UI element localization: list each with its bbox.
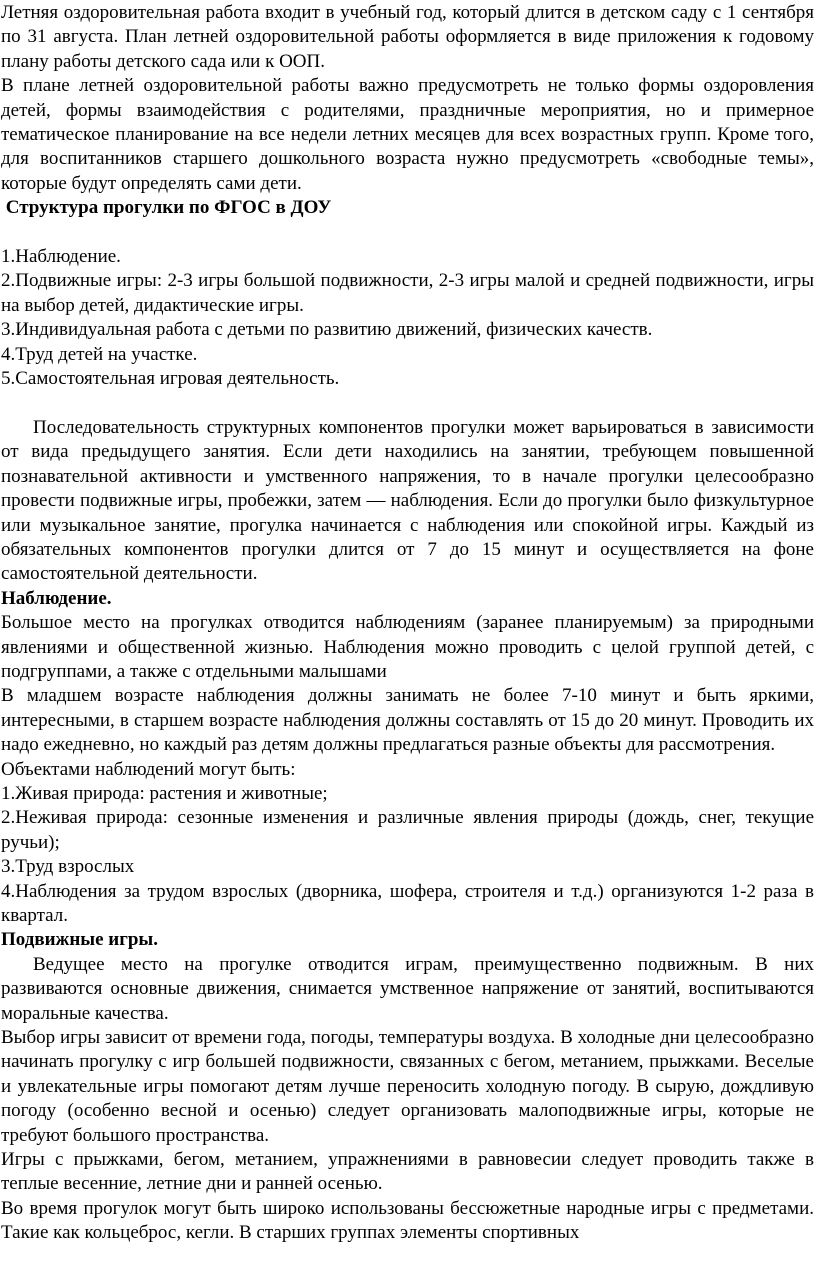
observation-paragraph-3: Объектами наблюдений могут быть:: [1, 758, 296, 780]
games-paragraph-3: Игры с прыжками, бегом, метанием, упражнениями в равновесии следует проводить также в теплые весенние, летние дни и ранней осенью.: [1, 1149, 814, 1195]
observation-object-4: 4.Наблюдения за трудом взрослых (дворника, шофера, строителя и т.д.) организуются 1-2 раза в квартал.: [1, 880, 814, 926]
blank-line: [1, 221, 814, 245]
observation-object-1: 1.Живая природа: растения и животные;: [1, 782, 328, 804]
games-heading: Подвижные игры.: [1, 929, 159, 951]
structure-heading: Структура прогулки по ФГОС в ДОУ: [1, 197, 332, 219]
games-paragraph-4: Во время прогулок могут быть широко использованы бессюжетные народные игры с предметами. Такие как кольцеброс, кегли. В старших группах элементы спортивных: [1, 1197, 814, 1244]
observation-object-3: 3.Труд взрослых: [1, 856, 135, 878]
observation-object-2: 2.Неживая природа: сезонные изменения и различные явления природы (дождь, снег, текущие ручьи);: [1, 807, 814, 853]
games-paragraph-2: Выбор игры зависит от времени года, погоды, температуры воздуха. В холодные дни целесообразно начинать прогулку с игр большей подвижности, связанных с бегом, метанием, прыжками. Веселые и увлекательные игры помогают детям лучше переносить холодную погоду. В сырую, дождливую погоду (особенно весной и осенью) следует организовать малоподвижные игры, которые не требуют большого пространства.: [1, 1027, 814, 1146]
sequence-paragraph: Последовательность структурных компонентов прогулки может варьироваться в зависимости от вида предыдущего занятия. Если дети находились на занятии, требующем повышенной познавательной активности и умственного напряжения, то в начале прогулки целесообразно провести подвижные игры, пробежки, затем — наблюдения. Если до прогулки было физкультурное или музыкальное занятие, прогулка начинается с наблюдения или спокойной игры. Каждый из обязательных компонентов прогулки длится от 7 до 15 минут и осуществляется на фоне самостоятельной деятельности.: [1, 416, 814, 585]
structure-item-2: 2.Подвижные игры: 2-3 игры большой подвижности, 2-3 игры малой и средней подвижности, игры на выбор детей, дидактические игры.: [1, 270, 814, 316]
games-paragraph-1: Ведущее место на прогулке отводится играм, преимущественно подвижным. В них развиваются основные движения, снимается умственное напряжение от занятий, воспитываются моральные качества.: [1, 953, 814, 1024]
intro-paragraph-1: Летняя оздоровительная работа входит в учебный год, который длится в детском саду с 1 сентября по 31 августа. План летней оздоровительной работы оформляется в виде приложения к годовому плану работы детского сада или к ООП.: [1, 2, 814, 72]
structure-item-4: 4.Труд детей на участке.: [1, 343, 198, 365]
observation-paragraph-2: В младшем возрасте наблюдения должны занимать не более 7-10 минут и быть яркими, интересными, в старшем возрасте наблюдения должны составлять от 15 до 20 минут. Проводить их надо ежедневно, но каждый раз детям должны предлагаться разные объекты для рассмотрения.: [1, 685, 814, 756]
observation-paragraph-1: Большое место на прогулках отводится наблюдениям (заранее планируемым) за природными явлениями и общественной жизнью. Наблюдения можно проводить с целой группой детей, с подгруппами, а также с отдельными малышами: [1, 612, 814, 682]
structure-item-5: 5.Самостоятельная игровая деятельность.: [1, 368, 340, 390]
observation-heading: Наблюдение.: [1, 587, 112, 609]
structure-item-3: 3.Индивидуальная работа с детьми по развитию движений, физических качеств.: [1, 319, 653, 341]
structure-item-1: 1.Наблюдение.: [1, 246, 121, 268]
blank-line: [1, 391, 814, 415]
intro-paragraph-2: В плане летней оздоровительной работы важно предусмотреть не только формы оздоровления детей, формы взаимодействия с родителями, праздничные мероприятия, но и примерное тематическое планирование на все недели летних месяцев для всех возрастных групп. Кроме того, для воспитанников старшего дошкольного возраста нужно предусмотреть «свободные темы», которые будут определять сами дети.: [1, 75, 814, 194]
